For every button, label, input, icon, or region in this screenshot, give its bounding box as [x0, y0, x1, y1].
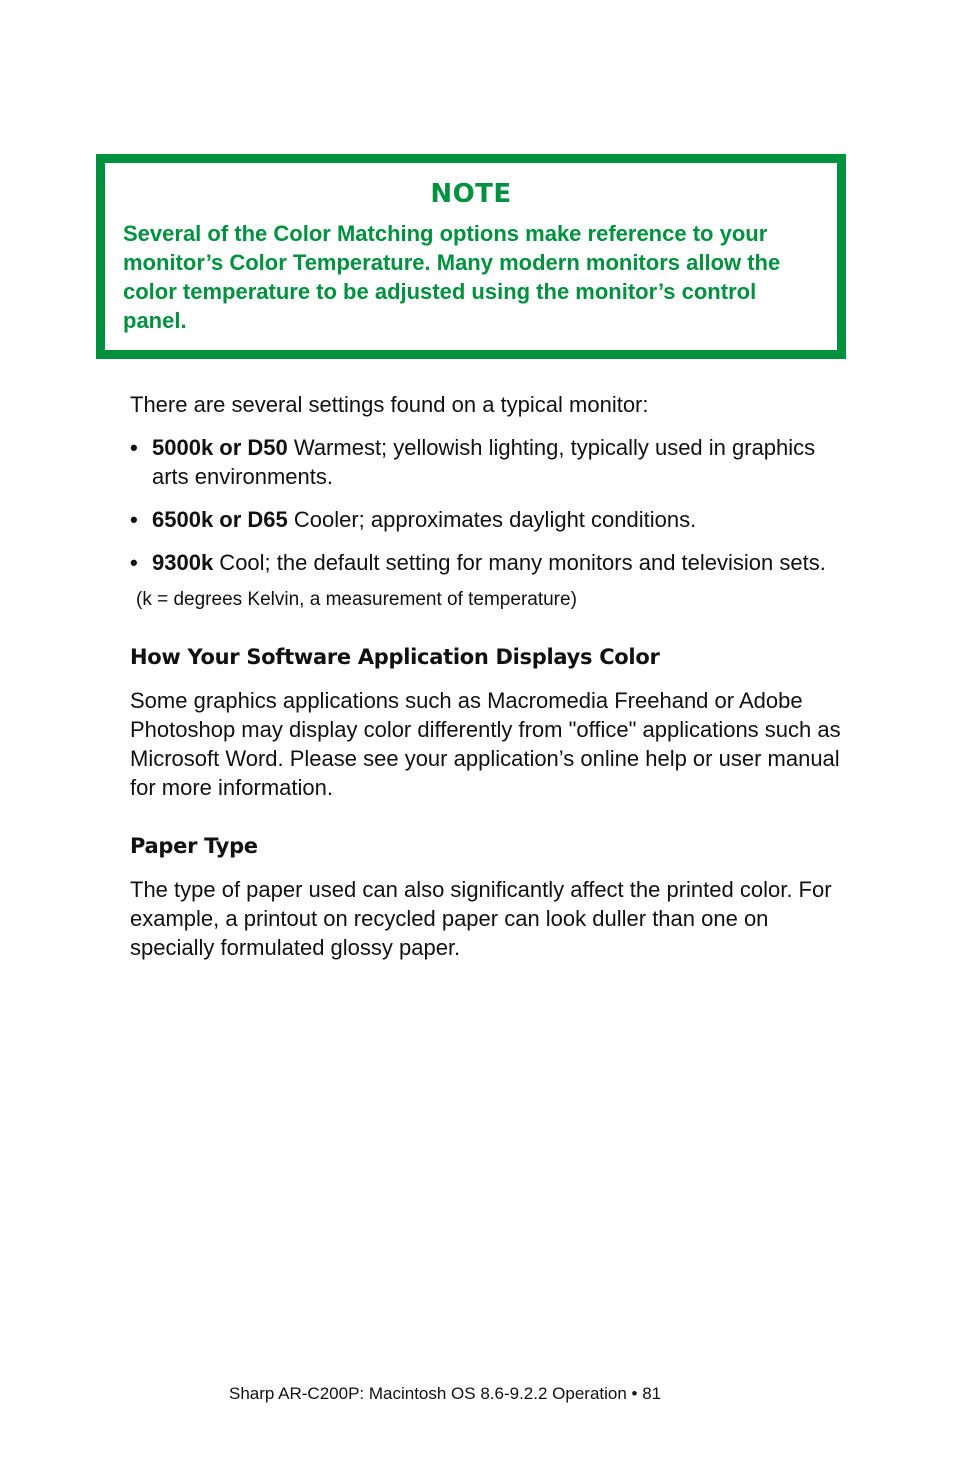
setting-term: 9300k [152, 550, 214, 575]
main-content [130, 390, 850, 962]
bullet-icon: • [130, 435, 138, 460]
setting-description: Cool; the default setting for many monitors and television sets. [213, 550, 826, 575]
intro-paragraph: There are several settings found on a typical monitor: [130, 392, 649, 417]
list-item [130, 548, 850, 577]
section-heading-software: How Your Software Application Displays Color [130, 645, 660, 669]
kelvin-note: (k = degrees Kelvin, a measurement of temperature) [136, 589, 577, 610]
bullet-icon: • [130, 550, 138, 575]
setting-term: 6500k or D65 [152, 507, 288, 532]
section-body-paper-type: The type of paper used can also significantly affect the printed color. For example, a printout on recycled paper can look duller than one on specially formulated glossy paper. [130, 877, 832, 960]
setting-description: Cooler; approximates daylight conditions. [287, 507, 697, 532]
setting-description: Warmest; yellowish lighting, typically used in graphics arts environments. [152, 435, 816, 489]
section-heading-paper-type: Paper Type [130, 834, 258, 858]
note-title: NOTE [430, 179, 512, 209]
section-body-software: Some graphics applications such as Macromedia Freehand or Adobe Photoshop may display color differently from "office" applications such as Microsoft Word. Please see your application’s online help or user manual for more information. [130, 688, 841, 800]
note-box [96, 154, 846, 359]
bullet-icon: • [130, 507, 138, 532]
list-item [130, 505, 850, 534]
page-footer: Sharp AR-C200P: Macintosh OS 8.6-9.2.2 Operation • 81 [229, 1384, 662, 1403]
list-item [130, 433, 850, 491]
note-text: Several of the Color Matching options make reference to your monitor’s Color Temperature. Many modern monitors allow the color temperature to be adjusted using the monitor’s control panel. [123, 221, 781, 333]
setting-term: 5000k or D50 [152, 435, 288, 460]
monitor-settings-list [130, 433, 850, 577]
